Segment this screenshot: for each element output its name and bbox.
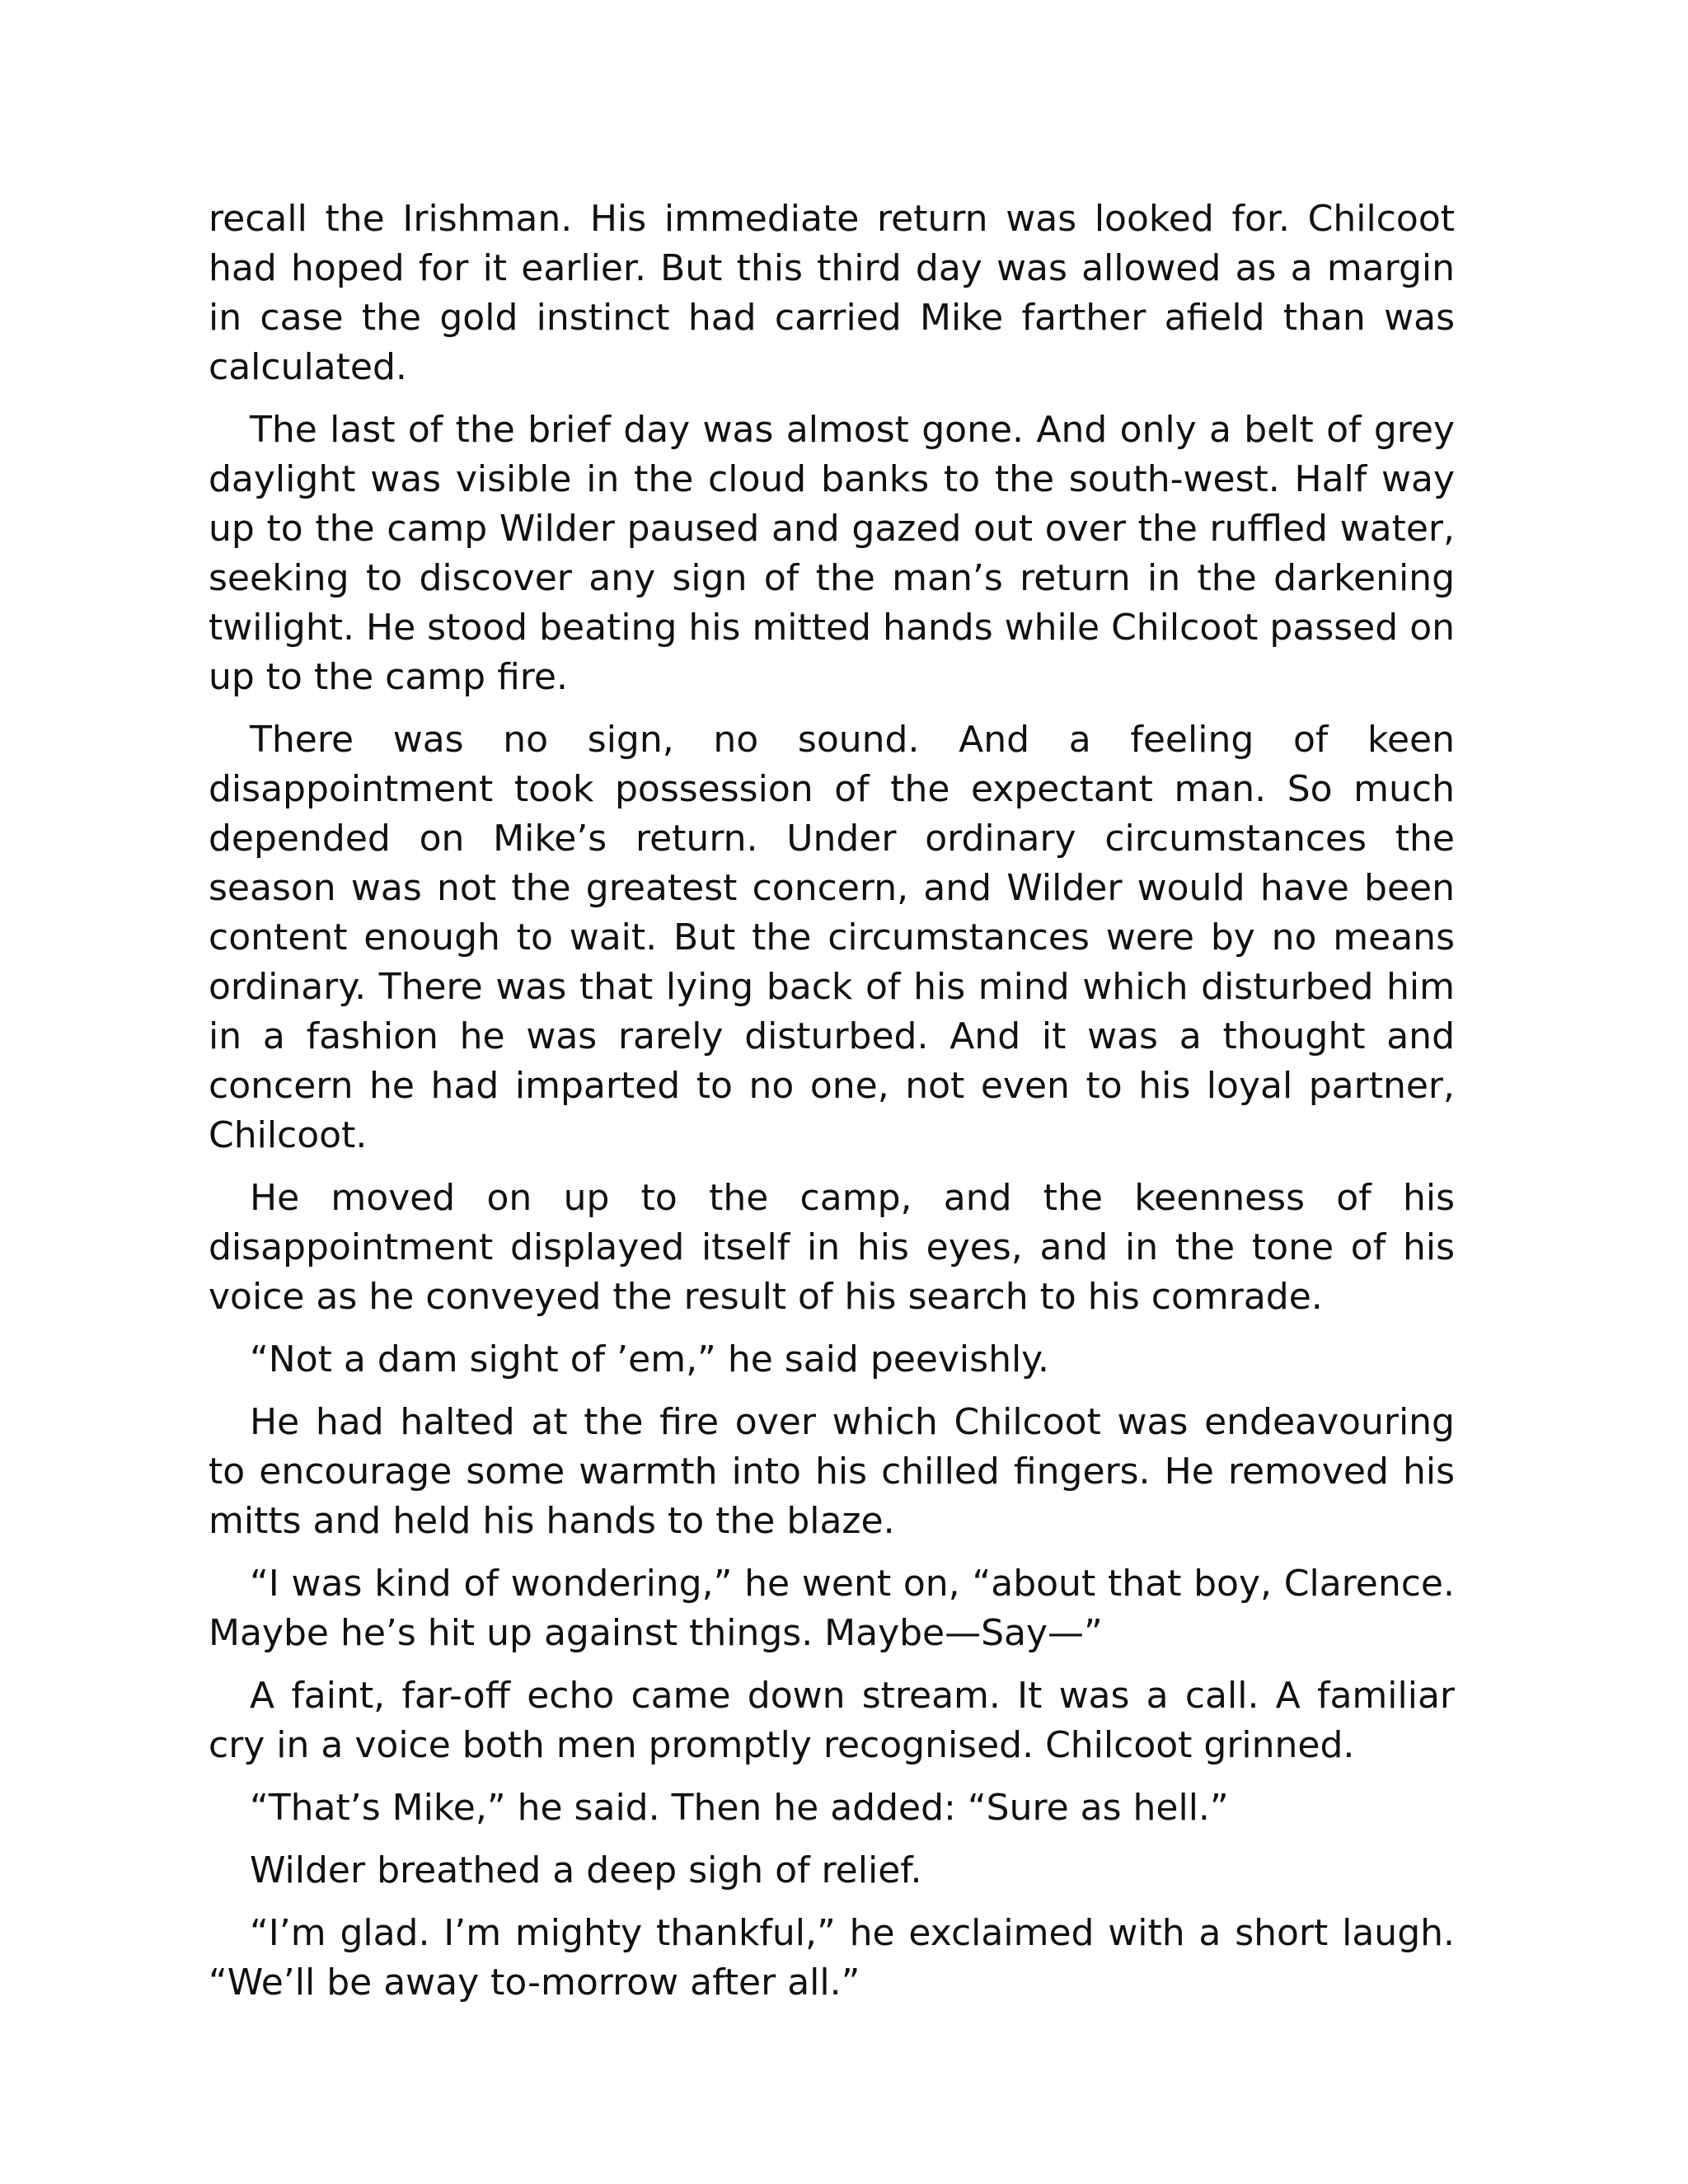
paragraph-5: “Not a dam sight of ’em,” he said peevishly. — [250, 1338, 1049, 1380]
paragraph-9: “That’s Mike,” he said. Then he added: “Sure as hell.” — [250, 1787, 1229, 1829]
paragraph-11: “I’m glad. I’m mighty thankful,” he exclaimed with a short laugh. “We’ll be away to-morrow after all.” — [209, 1912, 1455, 2004]
paragraph-10: Wilder breathed a deep sigh of relief. — [250, 1849, 922, 1891]
paragraph-6: He had halted at the fire over which Chilcoot was endeavouring to encourage some warmth into his chilled fingers. He removed his mitts and held his hands to the blaze. — [209, 1401, 1455, 1542]
book-page — [209, 194, 1455, 2021]
paragraph-7: “I was kind of wondering,” he went on, “about that boy, Clarence. Maybe he’s hit up against things. Maybe—Say—” — [209, 1563, 1455, 1654]
paragraph-8: A faint, far-off echo came down stream. It was a call. A familiar cry in a voice both men promptly recognised. Chilcoot grinned. — [209, 1675, 1455, 1766]
paragraph-1: recall the Irishman. His immediate return was looked for. Chilcoot had hoped for it earlier. But this third day was allowed as a margin in case the gold instinct had carried Mike farther afield than was calculated. — [209, 198, 1455, 388]
paragraph-2: The last of the brief day was almost gone. And only a belt of grey daylight was visible in the cloud banks to the south-west. Half way up to the camp Wilder paused and gazed out over the ruffled water, seeking to discover any sign of the man’s return in the darkening twilight. He stood beating his mitted hands while Chilcoot passed on up to the camp fire. — [209, 409, 1455, 698]
paragraph-4: He moved on up to the camp, and the keenness of his disappointment displayed itself in his eyes, and in the tone of his voice as he conveyed the result of his search to his comrade. — [209, 1177, 1455, 1318]
paragraph-3: There was no sign, no sound. And a feeling of keen disappointment took possession of the expectant man. So much depended on Mike’s return. Under ordinary circumstances the season was not the greatest concern, and Wilder would have been content enough to wait. But the circumstances were by no means ordinary. There was that lying back of his mind which disturbed him in a fashion he was rarely disturbed. And it was a thought and concern he had imparted to no one, not even to his loyal partner, Chilcoot. — [209, 719, 1455, 1156]
